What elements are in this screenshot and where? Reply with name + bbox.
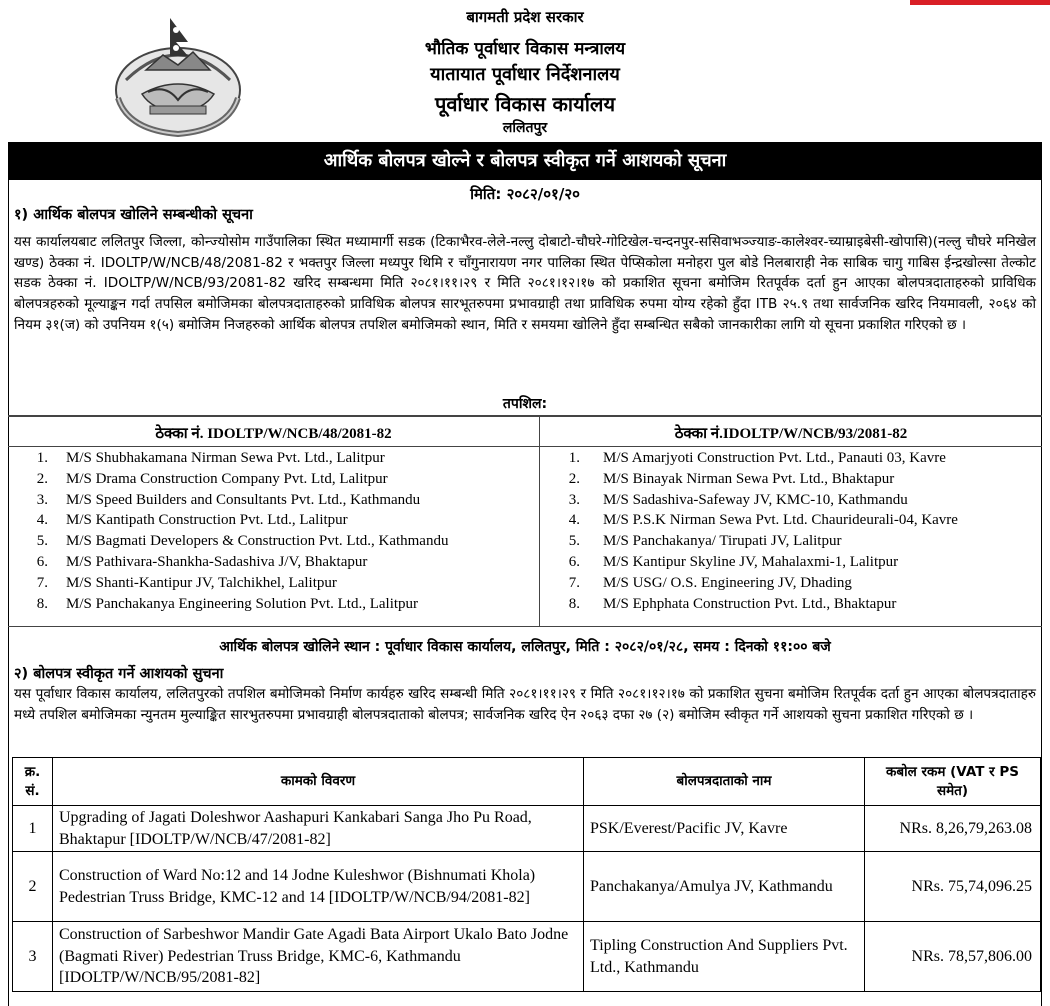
office-header	[0, 0, 1050, 142]
bidder-name: M/S Kantipath Construction Pvt. Ltd., Lalitpur	[66, 512, 348, 529]
bidder-name: M/S USG/ O.S. Engineering JV, Dhading	[603, 574, 852, 591]
contract-48-heading: ठेक्का नं. IDOLTP/W/NCB/48/2081-82	[8, 417, 539, 447]
bid-opening-info: आर्थिक बोलपत्र खोलिने स्थान : पूर्वाधार विकास कार्यालय, ललितपुर, मिति : २०८२/०१/२८, समय : दिनको ११:०० बजे	[219, 639, 831, 655]
contract-93-bidder-list	[540, 447, 1042, 614]
col-header-description: कामको विवरण	[53, 758, 584, 806]
contract-48-bidder-list	[8, 447, 539, 614]
bidder-name: M/S Sadashiva-Safeway JV, KMC-10, Kathmandu	[603, 491, 908, 508]
item-number: 5.	[36, 533, 48, 550]
item-number: 2.	[568, 470, 580, 487]
list-item	[540, 469, 1042, 490]
bidder-name: M/S P.S.K Nirman Sewa Pvt. Ltd. Chaurideurali-04, Kavre	[603, 512, 958, 529]
item-number: 2.	[36, 470, 48, 487]
section1-body: यस कार्यालयबाट ललितपुर जिल्ला, कोन्ज्योसोम गाउँपालिका स्थित मध्यामार्गी सडक (टिकाभैरव-लेले-नल्लु दोबाटो-चौघरे-गोटिखेल-चन्दनपुर-ससिवाभञ्ज्याङ-कालेश्वर-च्याम्राइबेसी-खोपासि)(नल्लु चौघरे मनिखेल खण्ड) ठेक्का नं. IDOLTP/W/NCB/48/2081-82 र भक्तपुर जिल्ला मध्यपुर थिमि र चाँगुनारायण नगर पालिका स्थित पेप्सिकोला मनोहरा पुल बोडे निलबाराही नेक साबिक चागु गाबिस ईन्द्रखोल्सा तेल्कोट सडक ठेक्का नं. IDOLTP/W/NCB/93/2081-82 खरिद सम्बन्धमा मिति २०८१।११।२९ र मिति २०८१।१२।१७ को प्रकाशित सूचना बमोजिम रितपूर्वक दर्ता हुन आएका बोलपत्रदाताहरुको प्राविधिक बोलपत्रहरुको मूल्याङ्कन गर्दा तपसिल बमोजिमका बोलपत्रदाताहरुको प्राविधिक बोलपत्र सारभूतरुपमा प्रभावग्राही तथा प्राविधिक रुपमा योग्य रहेको हुँदा ITB २५.९ तथा सार्वजनिक खरिद नियमावली, २०६४ को नियम ३१(ज) को उपनियम १(५) बमोजिम निजहरुको आर्थिक बोलपत्र तपशिल बमोजिमको स्थान, मिति र समयमा खोलिने हुँदा सम्बन्धित सबैको जानकारीका लागि यो सूचना प्रकाशित गरिएको छ ।	[14, 234, 1036, 333]
cell-description: Construction of Sarbeshwor Mandir Gate Agadi Bata Airport Ukalo Bato Jodne (Bagmati River) Pedestrian Truss Bridge, KMC-6, Kathmandu [IDOLTP/W/NCB/95/2081-82]	[53, 922, 584, 992]
cell-description: Upgrading of Jagati Doleshwor Aashapuri Kankabari Sanga Jho Pu Road, Bhaktapur [IDOLTP/W/NCB/47/2081-82]	[53, 806, 584, 852]
list-item	[8, 490, 539, 511]
section2-title: २) बोलपत्र स्वीकृत गर्ने आशयको सुचना	[14, 666, 224, 682]
item-number: 1.	[36, 450, 48, 466]
details-label: तपशिल:	[502, 396, 548, 412]
cell-sn: 1	[13, 806, 53, 852]
cell-amount: NRs. 78,57,806.00	[865, 922, 1041, 992]
cell-bidder: Panchakanya/Amulya JV, Kathmandu	[584, 852, 865, 922]
section2-body: यस पूर्वाधार विकास कार्यालय, ललितपुरको तपशिल बमोजिमको निर्माण कार्यहरु खरिद सम्बन्धी मिति २०८१।११।२९ र मिति २०८१।१२।१७ को प्रकाशित सुचना बमोजिम रितपूर्वक दर्ता हुन आएका बोलपत्रदाताहरु मध्ये तपशिल बमोजिमका न्युनतम मुल्याङ्कित सारभुतरुपमा प्रभावग्राही बोलपत्रदाताको बोलपत्र; सार्वजनिक खरिद ऐन २०६३ दफा २७ (२) बमोजिम स्वीकृत गर्ने आशयको सुचना प्रकाशित गरिएको छ ।	[14, 686, 1036, 723]
directorate-name: यातायात पूर्वाधार निर्देशनालय	[430, 64, 620, 85]
list-item	[8, 552, 539, 573]
cell-amount: NRs. 75,74,096.25	[865, 852, 1041, 922]
contract-93-column	[540, 417, 1042, 627]
bidder-name: M/S Panchakanya/ Tirupati JV, Lalitpur	[603, 533, 842, 550]
list-item	[540, 594, 1042, 615]
bidder-name: M/S Amarjyoti Construction Pvt. Ltd., Panauti 03, Kavre	[603, 450, 946, 466]
contract-93-heading: ठेक्का नं.IDOLTP/W/NCB/93/2081-82	[540, 417, 1042, 447]
list-item	[8, 594, 539, 615]
ministry-name: भौतिक पूर्वाधार विकास मन्त्रालय	[424, 39, 626, 59]
notice-title-banner: आर्थिक बोलपत्र खोल्ने र बोलपत्र स्वीकृत गर्ने आशयको सूचना	[8, 142, 1042, 180]
table-row	[13, 806, 1041, 852]
list-item	[8, 448, 539, 469]
list-item	[540, 552, 1042, 573]
item-number: 7.	[568, 574, 580, 591]
province-name: बागमती प्रदेश सरकार	[466, 8, 584, 26]
bidder-name: M/S Ephphata Construction Pvt. Ltd., Bhaktapur	[603, 595, 897, 612]
list-item	[8, 469, 539, 490]
item-number: 4.	[36, 512, 48, 529]
cell-bidder: Tipling Construction And Suppliers Pvt. Ltd., Kathmandu	[584, 922, 865, 992]
bidder-name: M/S Drama Construction Company Pvt. Ltd, Lalitpur	[66, 470, 388, 487]
col-header-amount: कबोल रकम (VAT र PS समेत)	[865, 758, 1041, 806]
list-item	[540, 448, 1042, 469]
cell-description: Construction of Ward No:12 and 14 Jodne Kuleshwor (Bishnumati Khola) Pedestrian Truss Bridge, KMC-12 and 14 [IDOLTP/W/NCB/94/2081-82]	[53, 852, 584, 922]
list-item	[8, 531, 539, 552]
bidder-name: M/S Speed Builders and Consultants Pvt. Ltd., Kathmandu	[66, 491, 421, 508]
cell-sn: 3	[13, 922, 53, 992]
table-row	[13, 922, 1041, 992]
office-name: पूर्वाधार विकास कार्यालय	[434, 92, 616, 116]
col-header-bidder: बोलपत्रदाताको नाम	[584, 758, 865, 806]
table-header-row	[13, 758, 1041, 806]
bidder-name: M/S Shanti-Kantipur JV, Talchikhel, Lalitpur	[66, 574, 337, 591]
bidder-name: M/S Binayak Nirman Sewa Pvt. Ltd., Bhaktapur	[603, 470, 895, 487]
list-item	[540, 490, 1042, 511]
section1-title: १) आर्थिक बोलपत्र खोलिने सम्बन्धीको सूचना	[14, 207, 253, 223]
item-number: 1.	[568, 450, 580, 466]
item-number: 5.	[568, 533, 580, 550]
bidder-name: M/S Bagmati Developers & Construction Pvt. Ltd., Kathmandu	[66, 533, 449, 550]
cell-sn: 2	[13, 852, 53, 922]
item-number: 6.	[36, 553, 48, 570]
list-item	[540, 573, 1042, 594]
item-number: 8.	[568, 595, 580, 612]
item-number: 8.	[36, 595, 48, 612]
table-row	[13, 852, 1041, 922]
item-number: 4.	[568, 512, 580, 529]
award-intent-table	[12, 757, 1041, 992]
shortlisted-bidders-table	[8, 415, 1042, 627]
cell-amount: NRs. 8,26,79,263.08	[865, 806, 1041, 852]
contract-48-column	[8, 417, 539, 627]
item-number: 7.	[36, 574, 48, 591]
list-item	[8, 510, 539, 531]
office-location: ललितपुर	[502, 120, 548, 136]
col-header-sn: क्र. सं.	[13, 758, 53, 806]
item-number: 3.	[36, 491, 48, 508]
bidder-name: M/S Panchakanya Engineering Solution Pvt. Ltd., Lalitpur	[66, 595, 419, 612]
list-item	[8, 573, 539, 594]
list-item	[540, 531, 1042, 552]
list-item	[540, 510, 1042, 531]
bidder-name: M/S Kantipur Skyline JV, Mahalaxmi-1, Lalitpur	[603, 553, 899, 570]
cell-bidder: PSK/Everest/Pacific JV, Kavre	[584, 806, 865, 852]
item-number: 6.	[568, 553, 580, 570]
notice-date: मिति: २०८२/०१/२०	[470, 185, 580, 203]
item-number: 3.	[568, 491, 580, 508]
bidder-name: M/S Pathivara-Shankha-Sadashiva J/V, Bhaktapur	[66, 553, 368, 570]
bidder-name: M/S Shubhakamana Nirman Sewa Pvt. Ltd., Lalitpur	[66, 450, 385, 466]
